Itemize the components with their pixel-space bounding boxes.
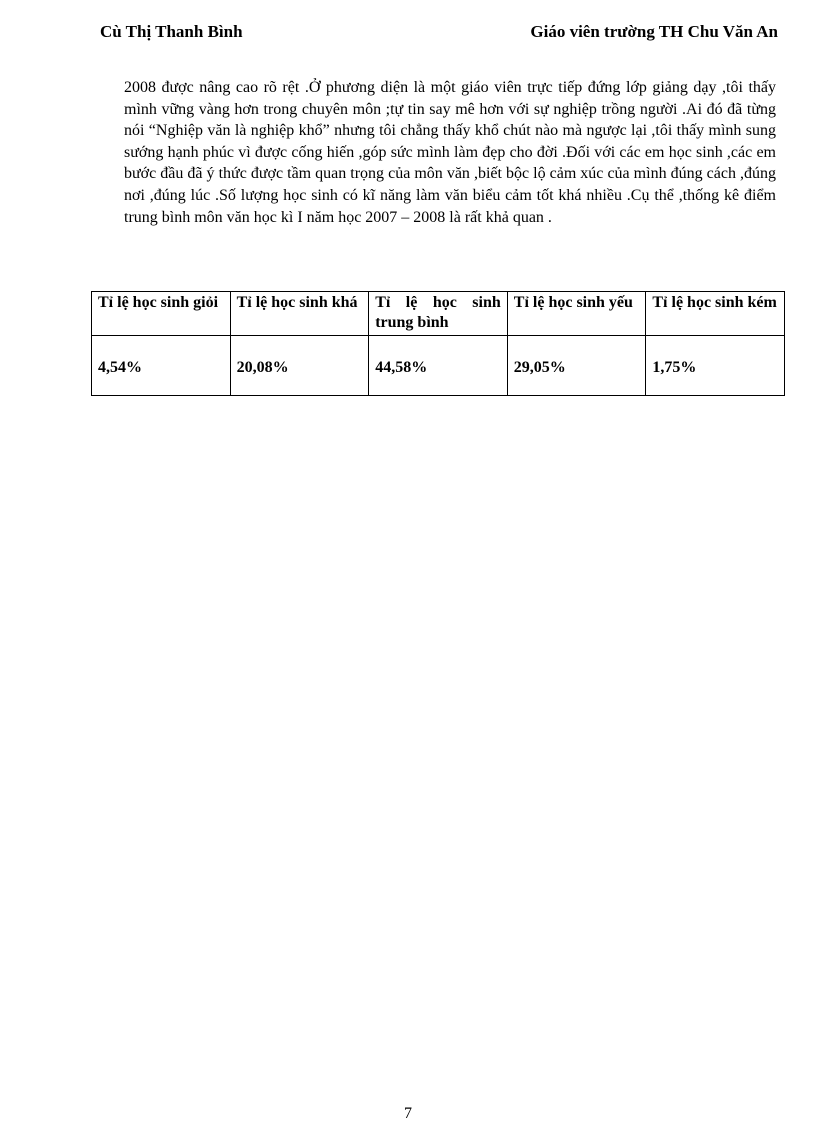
value-cell-kha: 20,08% bbox=[230, 336, 369, 396]
header-cell-kha: Tỉ lệ học sinh khá bbox=[230, 292, 369, 336]
value-cell-kem: 1,75% bbox=[646, 336, 785, 396]
header-author: Cù Thị Thanh Bình bbox=[100, 22, 243, 41]
body-paragraph: 2008 được nâng cao rõ rệt .Ở phương diện là một giáo viên trực tiếp đứng lớp giảng dạy ,tôi thấy mình vững vàng hơn trong chuyên môn ;tự tin say mê hơn với sự nghiệp trồng người .Ai đó đã từng nói “Nghiệp văn là nghiệp khổ” nhưng tôi chẳng thấy khổ chút nào mà ngược lại ,tôi thấy mình sung sướng hạnh phúc vì được cống hiến ,góp sức mình làm đẹp cho đời .Đối với các em học sinh ,các em bước đầu đã ý thức được tầm quan trọng của môn văn ,biết bộc lộ cảm xúc của mình đúng cách ,đúng nơi ,đúng lúc .Số lượng học sinh có kĩ năng làm văn biểu cảm tốt khá nhiều .Cụ thể ,thống kê điểm trung bình môn văn học kì I năm học 2007 – 2008 là rất khả quan . bbox=[124, 79, 776, 226]
value-cell-trung-binh: 44,58% bbox=[369, 336, 508, 396]
header-cell-trung-binh: Tỉ lệ học sinh trung bình bbox=[369, 292, 508, 336]
header-position: Giáo viên trường TH Chu Văn An bbox=[530, 22, 778, 41]
table-row bbox=[92, 336, 785, 396]
value-cell-yeu: 29,05% bbox=[507, 336, 646, 396]
page-number: 7 bbox=[404, 1105, 412, 1122]
table-header-row bbox=[92, 292, 785, 336]
header-cell-yeu: Tỉ lệ học sinh yếu bbox=[507, 292, 646, 336]
header-cell-kem: Tỉ lệ học sinh kém bbox=[646, 292, 785, 336]
header-cell-gioi: Tỉ lệ học sinh giỏi bbox=[92, 292, 231, 336]
value-cell-gioi: 4,54% bbox=[92, 336, 231, 396]
page-header bbox=[100, 22, 778, 44]
statistics-table bbox=[91, 291, 785, 396]
